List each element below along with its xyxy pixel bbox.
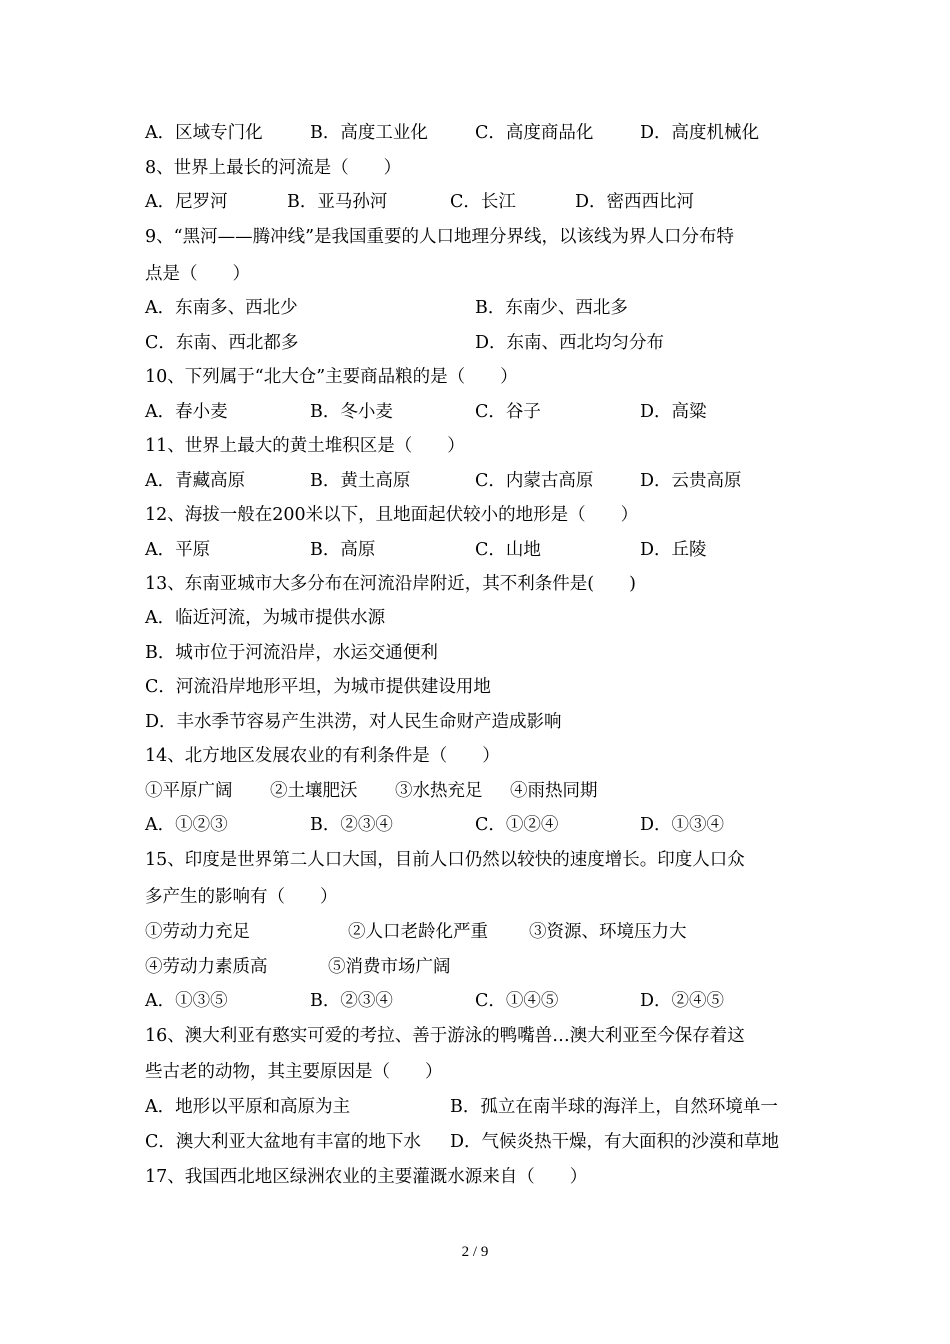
q9-option-c: C．东南、西北都多 [145,333,299,353]
q9-option-b: B．东南少、西北多 [475,298,628,318]
q10-option-a: A．春小麦 [145,402,228,422]
q13-option-b: B．城市位于河流沿岸，水运交通便利 [145,643,438,663]
q8-option-c: C．长江 [450,192,516,212]
q7-option-c: C．高度商品化 [475,123,594,143]
q13-option-a: A．临近河流，为城市提供水源 [145,608,386,628]
q13-stem: 13、东南亚城市大多分布在河流沿岸附近，其不利条件是( ) [145,574,636,594]
q14-item-1: ①平原广阔 [145,781,233,801]
q13-option-c: C．河流沿岸地形平坦，为城市提供建设用地 [145,677,491,697]
q14-stem: 14、北方地区发展农业的有利条件是（ ） [145,746,500,766]
q9-stem-line1: 9、“黑河——腾冲线”是我国重要的人口地理分界线，以该线为界人口分布特 [145,227,735,247]
q10-stem: 10、下列属于“北大仓”主要商品粮的是（ ） [145,367,518,387]
q8-stem: 8、世界上最长的河流是（ ） [145,158,402,178]
q9-option-a: A．东南多、西北少 [145,298,298,318]
q16-option-d: D．气候炎热干燥，有大面积的沙漠和草地 [450,1132,780,1152]
q12-option-c: C．山地 [475,540,541,560]
q16-option-c: C．澳大利亚大盆地有丰富的地下水 [145,1132,421,1152]
q14-option-c: C．①②④ [475,815,559,835]
q15-stem-line1: 15、印度是世界第二人口大国，目前人口仍然以较快的速度增长。印度人口众 [145,850,745,870]
q13-option-d: D．丰水季节容易产生洪涝，对人民生命财产造成影响 [145,712,562,732]
q15-option-a: A．①③⑤ [145,991,228,1011]
q14-item-3: ③水热充足 [395,781,483,801]
q15-option-d: D．②④⑤ [640,991,725,1011]
page-number: 2 / 9 [461,1244,489,1260]
q14-option-d: D．①③④ [640,815,725,835]
q14-item-4: ④雨热同期 [510,781,598,801]
q14-option-a: A．①②③ [145,815,228,835]
q8-option-d: D．密西西比河 [575,192,695,212]
q14-option-b: B．②③④ [310,815,393,835]
q16-option-a: A．地形以平原和高原为主 [145,1097,351,1117]
q11-option-d: D．云贵高原 [640,471,742,491]
q10-option-b: B．冬小麦 [310,402,393,422]
q17-stem: 17、我国西北地区绿洲农业的主要灌溉水源来自（ ） [145,1167,588,1187]
q15-stem-line2: 多产生的影响有（ ） [145,887,338,907]
q7-option-b: B．高度工业化 [310,123,428,143]
q12-option-a: A．平原 [145,540,211,560]
q15-item-3: ③资源、环境压力大 [529,922,687,942]
q11-stem: 11、世界上最大的黄土堆积区是（ ） [145,436,465,456]
q9-stem-line2: 点是（ ） [145,264,250,284]
q7-option-a: A．区域专门化 [145,123,263,143]
q15-option-b: B．②③④ [310,991,393,1011]
q11-option-a: A．青藏高原 [145,471,246,491]
q15-item-1: ①劳动力充足 [145,922,250,942]
q14-item-2: ②土壤肥沃 [270,781,358,801]
q15-item-2: ②人口老龄化严重 [348,922,488,942]
q8-option-b: B．亚马孙河 [287,192,388,212]
q15-item-4: ④劳动力素质高 [145,957,268,977]
q12-stem: 12、海拔一般在200米以下，且地面起伏较小的地形是（ ） [145,505,639,525]
q16-stem-line2: 些古老的动物，其主要原因是（ ） [145,1062,443,1082]
q7-option-d: D．高度机械化 [640,123,760,143]
q11-option-c: C．内蒙古高原 [475,471,594,491]
q16-stem-line1: 16、澳大利亚有憨实可爱的考拉、善于游泳的鸭嘴兽…澳大利亚至今保存着这 [145,1026,745,1046]
q15-option-c: C．①④⑤ [475,991,559,1011]
q16-option-b: B．孤立在南半球的海洋上，自然环境单一 [450,1097,778,1117]
q9-option-d: D．东南、西北均匀分布 [475,333,665,353]
q8-option-a: A．尼罗河 [145,192,228,212]
q10-option-d: D．高粱 [640,402,707,422]
q12-option-b: B．高原 [310,540,376,560]
q10-option-c: C．谷子 [475,402,541,422]
q11-option-b: B．黄土高原 [310,471,411,491]
q15-item-5: ⑤消费市场广阔 [328,957,451,977]
q12-option-d: D．丘陵 [640,540,707,560]
